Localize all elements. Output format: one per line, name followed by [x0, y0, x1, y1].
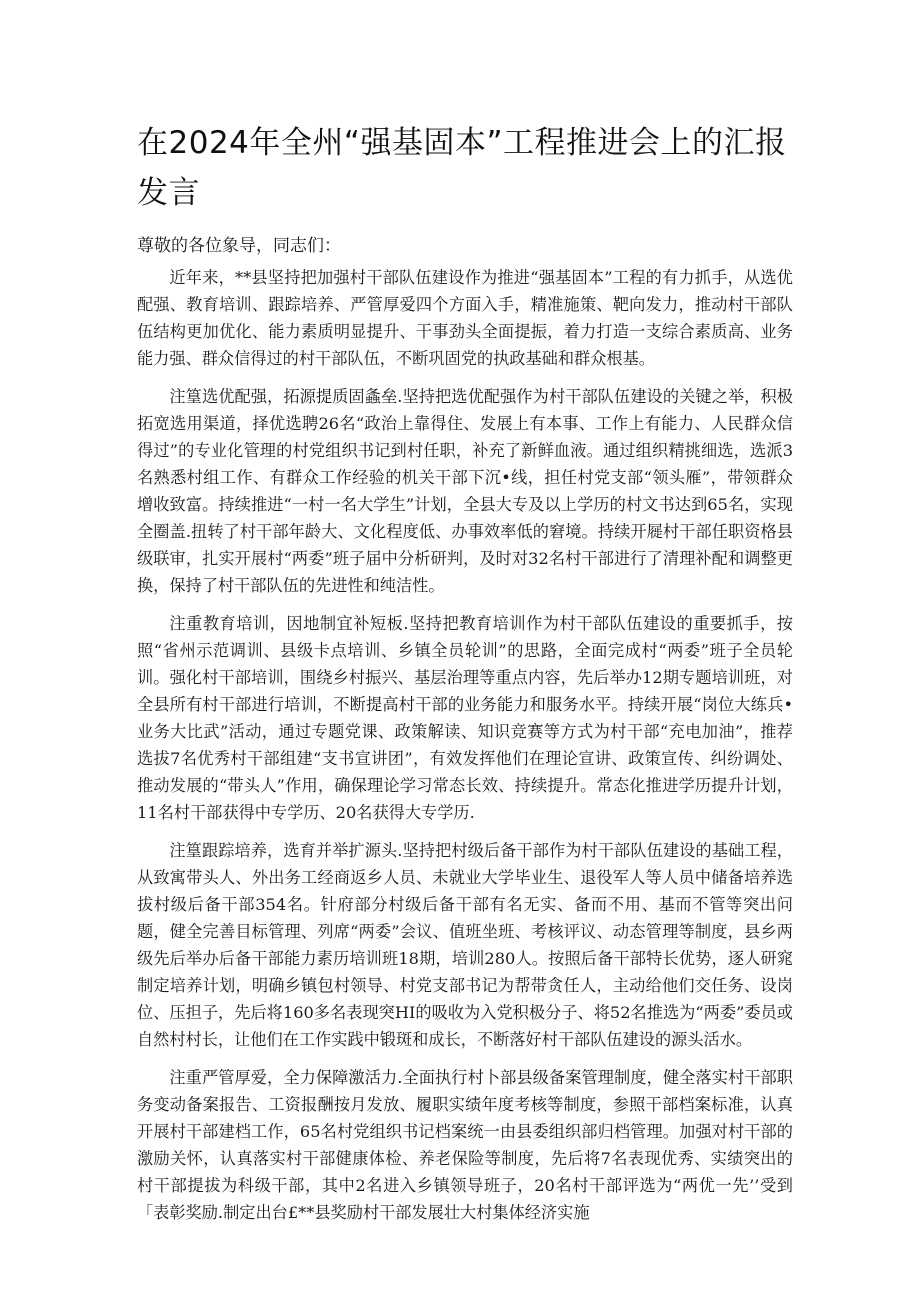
document-title: 在2024年全州“强基固本”工程推进会上的汇报发言 — [137, 125, 787, 211]
paragraph-selection: 注篁选优配强，拓源提质固螽垒.坚持把选优配强作为村干部队伍建设的关键之举，积极拓宽选用渠道，择优选聘26名“政治上靠得住、发展上有本事、工作上有能力、人民群众信得过”的专业化管理的村党组织书记到村任职，补充了新鲜血液。通过组织精挑细选，选派3名熟悉村组工作、有群众工作经验的机关干部下沉•线，担任村党支部“领头雁”，带领群众增收致富。持续推进“一村一名大学生”计划，全县大专及以上学历的村文书达到65名，实现全圈盖.扭转了村干部年龄大、文化程度低、办事效率低的窘境。持续开屣村干部任职资格县级联审，扎实开展村“两委”班子届中分析研判，及时对32名村干部进行了清理补配和调整更换，保持了村干部队伍的先进性和纯洁性。 — [137, 387, 793, 595]
paragraph-training: 注重教育培训，因地制宜补短板.坚持把教育培训作为村干部队伍建设的重要抓手，按照“省州示范调训、县级卡点培训、乡镇全员轮训”的思路，全面完成村“两委”班子全员轮训。强化村干部培训，围绕乡村振兴、基层治理等重点内容，先后举办12期专题培训班，对全县所有村干部进行培训，不断提高村干部的业务能力和服务水平。持续开展“岗位大练兵•业务大比武”活动，通过专题党课、政策解读、知识竞赛等方式为村干部“充电加油”，推荐选拔7名优秀村干部组建“支书宣讲团”，有效发挥他们在理论宣讲、政策宣传、纠纷调处、推动发展的“带头人”作用，确保理论学习常态长效、持续提升。常态化推进学历提升计划，11名村干部获得中专学历、20名获得大专学历. — [137, 614, 793, 822]
paragraph-cultivation: 注篁跟踪培养，选育并举扩源头.坚持把村级后备干部作为村干部队伍建设的基础工程，从致寓带头人、外出务工经商返乡人员、未就业大学毕业生、退役军人等人员中储备培养选拔村级后备干部354名。针府部分村级后备干部有名无实、备而不用、基而不管等突出问题，健全完善目标管理、列席“两委”会议、值班坐班、考核评议、动态管理等制度，县乡两级先后举办后备干部能力素历培训班18期，培训280人。按照后备干部特长优势，逐人研窕制定培养计划，明确乡镇包村领导、村党支部书记为帮带贪任人，主动给他们交任务、设岗位、压担子，先后将160多名表现突HI的吸收为入党积极分子、将52名推选为“两委”委员或自然村村长，让他们在工作实践中锻斑和成长，不断落好村干部队伍建设的源头活水。 — [137, 841, 793, 1049]
document-body — [137, 264, 793, 1237]
paragraph-management: 注重严管厚爱，全力保障激活力.全面执行村卜部县级备案管理制度，健全落实村干部职务变动备案报告、工资报酬按月发放、履职实绩年度考核等制度，参照干部档案标准，认真开展村干部建档工作，65名村党组织书记档案统一由县委组织部归档管理。加强对村干部的激励关怀，认真落实村干部健康体检、养老保险等制度，先后将7名表现优秀、实绩突出的村干部提拔为科级干部，其中2名进入乡镇领导班子，20名村干部评选为“两优一先’’受到「表彰奖励.制定出台£**县奖励村干部发展壮大村集体经济实施 — [137, 1068, 793, 1222]
paragraph-intro: 近年来，**县坚持把加强村干部队伍建设作为推进“强基固本”工程的有力抓手，从选优配强、教育培训、跟踪培养、严管厚爱四个方面入手，精准施策、靶向发力，推动村干部队伍结构更加优化、能力素质明显提升、干事劲头全面提振，着力打造一支综合素质高、业务能力强、群众信得过的村干部队伍，不断巩固党的执政基础和群众根基。 — [137, 268, 793, 368]
salutation: 尊敬的各位象导，同志们： — [137, 236, 341, 256]
